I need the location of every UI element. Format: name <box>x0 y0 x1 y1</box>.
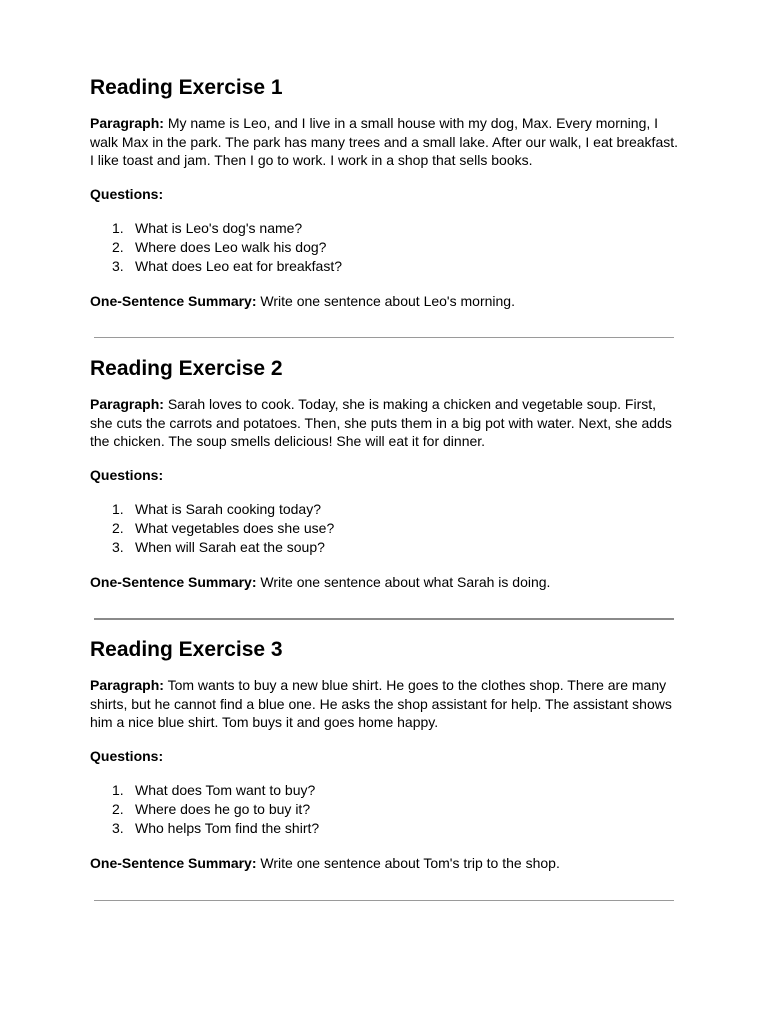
summary-label: One-Sentence Summary: <box>90 292 257 309</box>
question-text: What does Leo eat for breakfast? <box>135 258 343 275</box>
horizontal-divider <box>94 337 674 338</box>
summary-text: Write one sentence about Tom's trip to the shop. <box>260 854 560 871</box>
question-item <box>90 781 678 800</box>
question-item <box>90 538 678 557</box>
question-number: 2. <box>112 801 124 818</box>
question-text: What vegetables does she use? <box>135 520 335 537</box>
paragraph-label: Paragraph: <box>90 396 164 412</box>
question-item <box>90 238 678 257</box>
question-number: 1. <box>112 781 124 798</box>
exercise-title: Reading Exercise 1 <box>90 76 283 99</box>
paragraph-label: Paragraph: <box>90 677 164 693</box>
question-number: 3. <box>112 258 124 275</box>
summary-text: Write one sentence about Leo's morning. <box>260 292 515 309</box>
paragraph-text: My name is Leo, and I live in a small house with my dog, Max. Every morning, I walk Max in the park. The park has many trees and a small lake. After our walk, I eat breakfast. I like toast and jam. Then I go to work. I work in a shop that sells books. <box>90 115 679 169</box>
question-number: 3. <box>112 820 124 837</box>
question-number: 2. <box>112 520 124 537</box>
question-item <box>90 519 678 538</box>
question-item <box>90 819 678 838</box>
question-text: Where does he go to buy it? <box>135 801 311 818</box>
horizontal-divider <box>94 618 674 620</box>
question-list <box>90 781 678 839</box>
question-number: 3. <box>112 539 124 556</box>
question-text: When will Sarah eat the soup? <box>135 539 325 556</box>
question-number: 1. <box>112 500 124 517</box>
questions-heading: Questions: <box>90 747 164 764</box>
questions-heading: Questions: <box>90 466 164 483</box>
reading-exercise-3 <box>90 638 678 872</box>
paragraph <box>90 114 678 170</box>
reading-exercise-2 <box>90 357 678 591</box>
summary-label: One-Sentence Summary: <box>90 854 257 871</box>
question-text: Who helps Tom find the shirt? <box>135 820 320 837</box>
summary <box>90 854 678 872</box>
paragraph-text: Tom wants to buy a new blue shirt. He goes to the clothes shop. There are many shirts, but he cannot find a blue one. He asks the shop assistant for help. The assistant shows him a nice blue shirt. Tom buys it and goes home happy. <box>90 677 672 731</box>
question-text: Where does Leo walk his dog? <box>135 239 327 256</box>
paragraph-text: Sarah loves to cook. Today, she is making a chicken and vegetable soup. First, she cuts the carrots and potatoes. Then, she puts them in a big pot with water. Next, she adds the chicken. The soup smells delicious! She will eat it for dinner. <box>90 396 672 450</box>
summary-label: One-Sentence Summary: <box>90 573 257 590</box>
exercise-title: Reading Exercise 3 <box>90 638 283 661</box>
paragraph-label: Paragraph: <box>90 115 164 131</box>
question-item <box>90 800 678 819</box>
horizontal-divider <box>94 900 674 901</box>
question-item <box>90 500 678 519</box>
question-item <box>90 257 678 276</box>
question-list <box>90 500 678 558</box>
paragraph <box>90 676 678 732</box>
questions-heading: Questions: <box>90 185 164 202</box>
summary <box>90 573 678 591</box>
question-item <box>90 219 678 238</box>
question-number: 2. <box>112 239 124 256</box>
reading-exercise-1 <box>90 76 679 310</box>
summary <box>90 292 678 310</box>
exercise-title: Reading Exercise 2 <box>90 357 283 380</box>
question-text: What does Tom want to buy? <box>135 781 316 798</box>
summary-text: Write one sentence about what Sarah is doing. <box>260 573 551 590</box>
question-text: What is Sarah cooking today? <box>135 500 321 517</box>
paragraph <box>90 395 678 451</box>
question-number: 1. <box>112 219 124 236</box>
question-list <box>90 219 678 277</box>
question-text: What is Leo's dog's name? <box>135 219 303 236</box>
